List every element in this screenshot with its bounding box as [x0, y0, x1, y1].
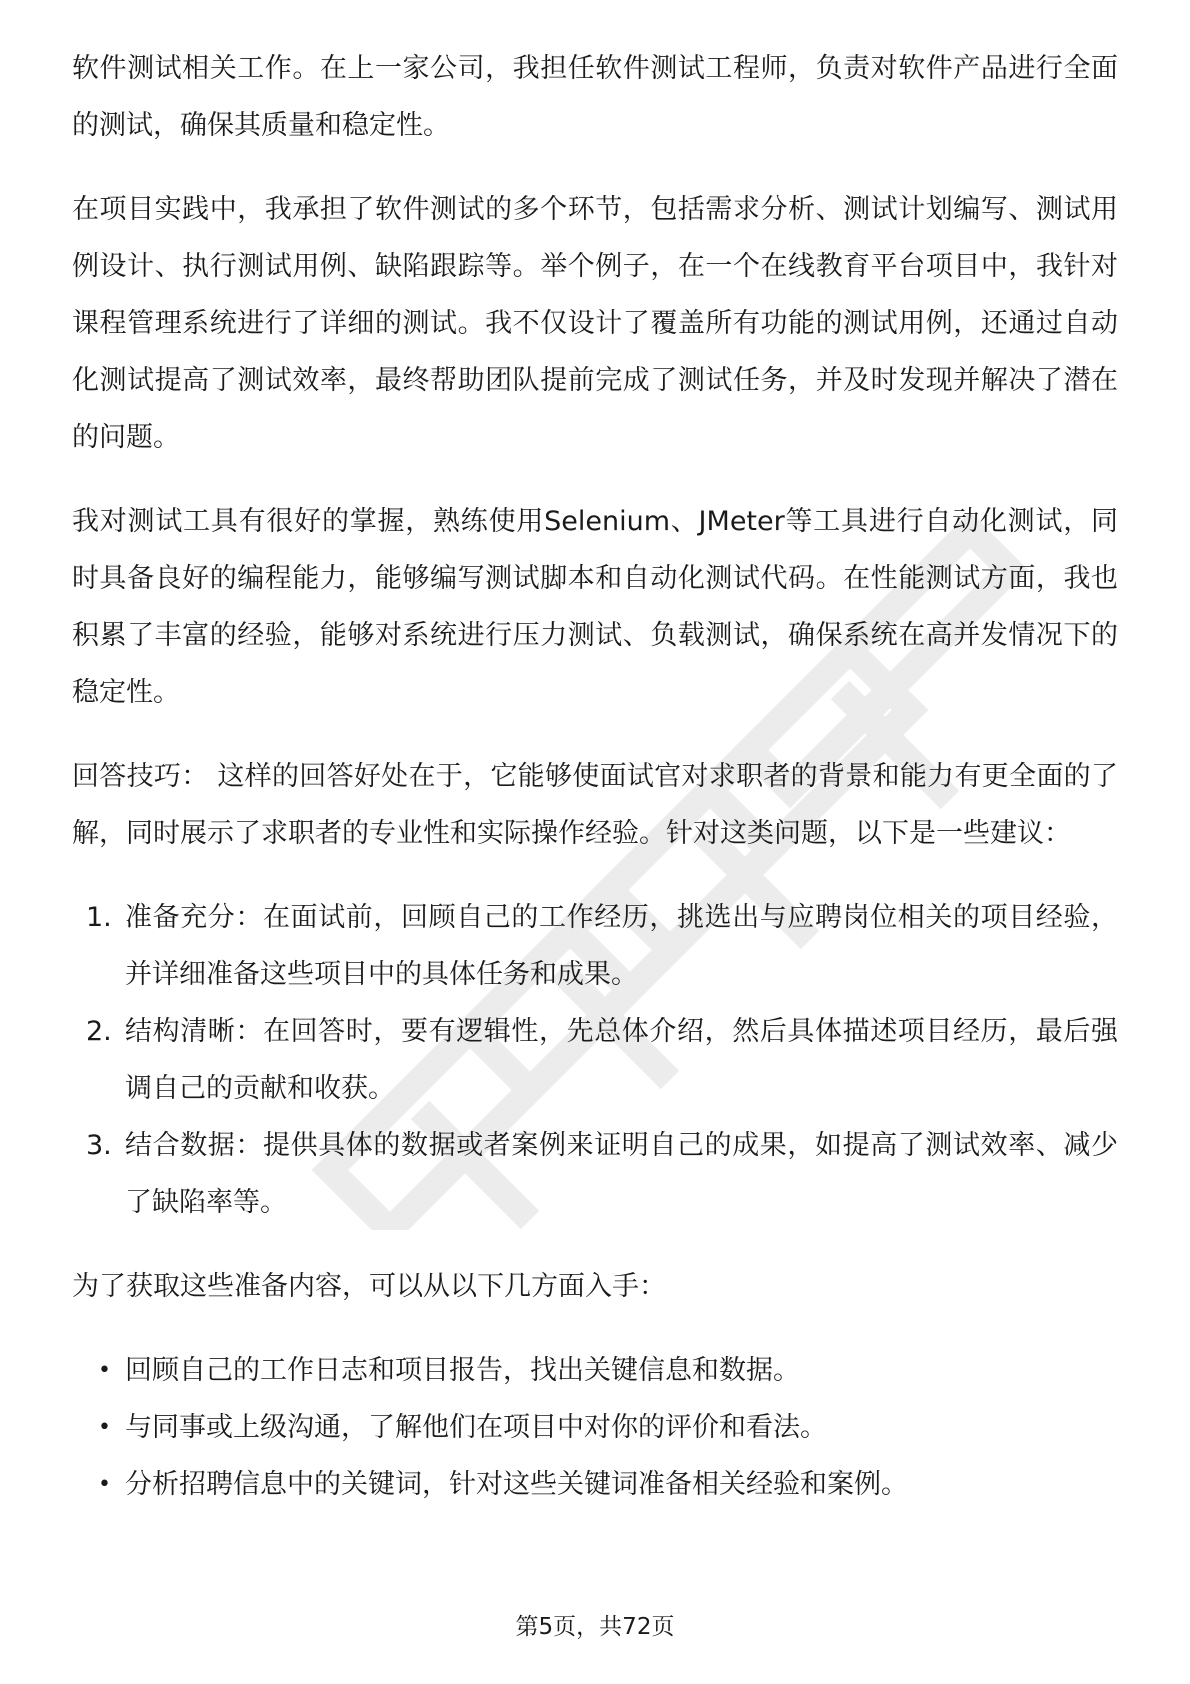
paragraph-work-experience: 软件测试相关工作。在上一家公司，我担任软件测试工程师，负责对软件产品进行全面的测试，确保其质量和稳定性。 [72, 53, 1118, 141]
paragraph-testing-tools: 我对测试工具有很好的掌握，熟练使用Selenium、JMeter等工具进行自动化测试，同时具备良好的编程能力，能够编写测试脚本和自动化测试代码。在性能测试方面，我也积累了丰富的经验，能够对系统进行压力测试、负载测试，确保系统在高并发情况下的稳定性。 [72, 506, 1118, 708]
paragraph-answer-tips: 回答技巧： 这样的回答好处在于，它能够使面试官对求职者的背景和能力有更全面的了解，同时展示了求职者的专业性和实际操作经验。针对这类问题，以下是一些建议： [72, 761, 1118, 849]
list-item [72, 1117, 1118, 1231]
bullet-icon: • [98, 1358, 111, 1383]
list-item-text: 分析招聘信息中的关键词，针对这些关键词准备相关经验和案例。 [125, 1469, 908, 1500]
list-item [72, 1456, 1118, 1513]
page-footer: 第5页，共72页 [515, 1614, 675, 1640]
list-item [72, 1399, 1118, 1456]
paragraph-project-practice: 在项目实践中，我承担了软件测试的多个环节，包括需求分析、测试计划编写、测试用例设计、执行测试用例、缺陷跟踪等。举个例子，在一个在线教育平台项目中，我针对课程管理系统进行了详细的测试。我不仅设计了覆盖所有功能的测试用例，还通过自动化测试提高了测试效率，最终帮助团队提前完成了测试任务，并及时发现并解决了潜在的问题。 [72, 194, 1118, 453]
list-item [72, 889, 1118, 1003]
list-item-text: 结合数据：提供具体的数据或者案例来证明自己的成果，如提高了测试效率、减少了缺陷率等。 [125, 1130, 1118, 1218]
bullet-icon: • [98, 1415, 111, 1440]
list-item [72, 1003, 1118, 1117]
list-item-text: 结构清晰：在回答时，要有逻辑性，先总体介绍，然后具体描述项目经历，最后强调自己的贡献和收获。 [125, 1016, 1118, 1104]
list-item-text: 准备充分：在面试前，回顾自己的工作经历，挑选出与应聘岗位相关的项目经验，并详细准备这些项目中的具体任务和成果。 [125, 902, 1118, 990]
list-item-text: 与同事或上级沟通，了解他们在项目中对你的评价和看法。 [125, 1412, 827, 1443]
list-item [72, 1342, 1118, 1399]
list-number: 1. [86, 902, 112, 933]
bullet-icon: • [98, 1472, 111, 1497]
document-body [72, 40, 1118, 1540]
list-number: 2. [86, 1016, 112, 1047]
numbered-list [72, 889, 1118, 1231]
list-item-text: 回顾自己的工作日志和项目报告，找出关键信息和数据。 [125, 1355, 800, 1386]
bullet-list [72, 1342, 1118, 1513]
paragraph-intro: 为了获取这些准备内容，可以从以下几方面入手： [72, 1271, 666, 1302]
list-number: 3. [86, 1130, 112, 1161]
